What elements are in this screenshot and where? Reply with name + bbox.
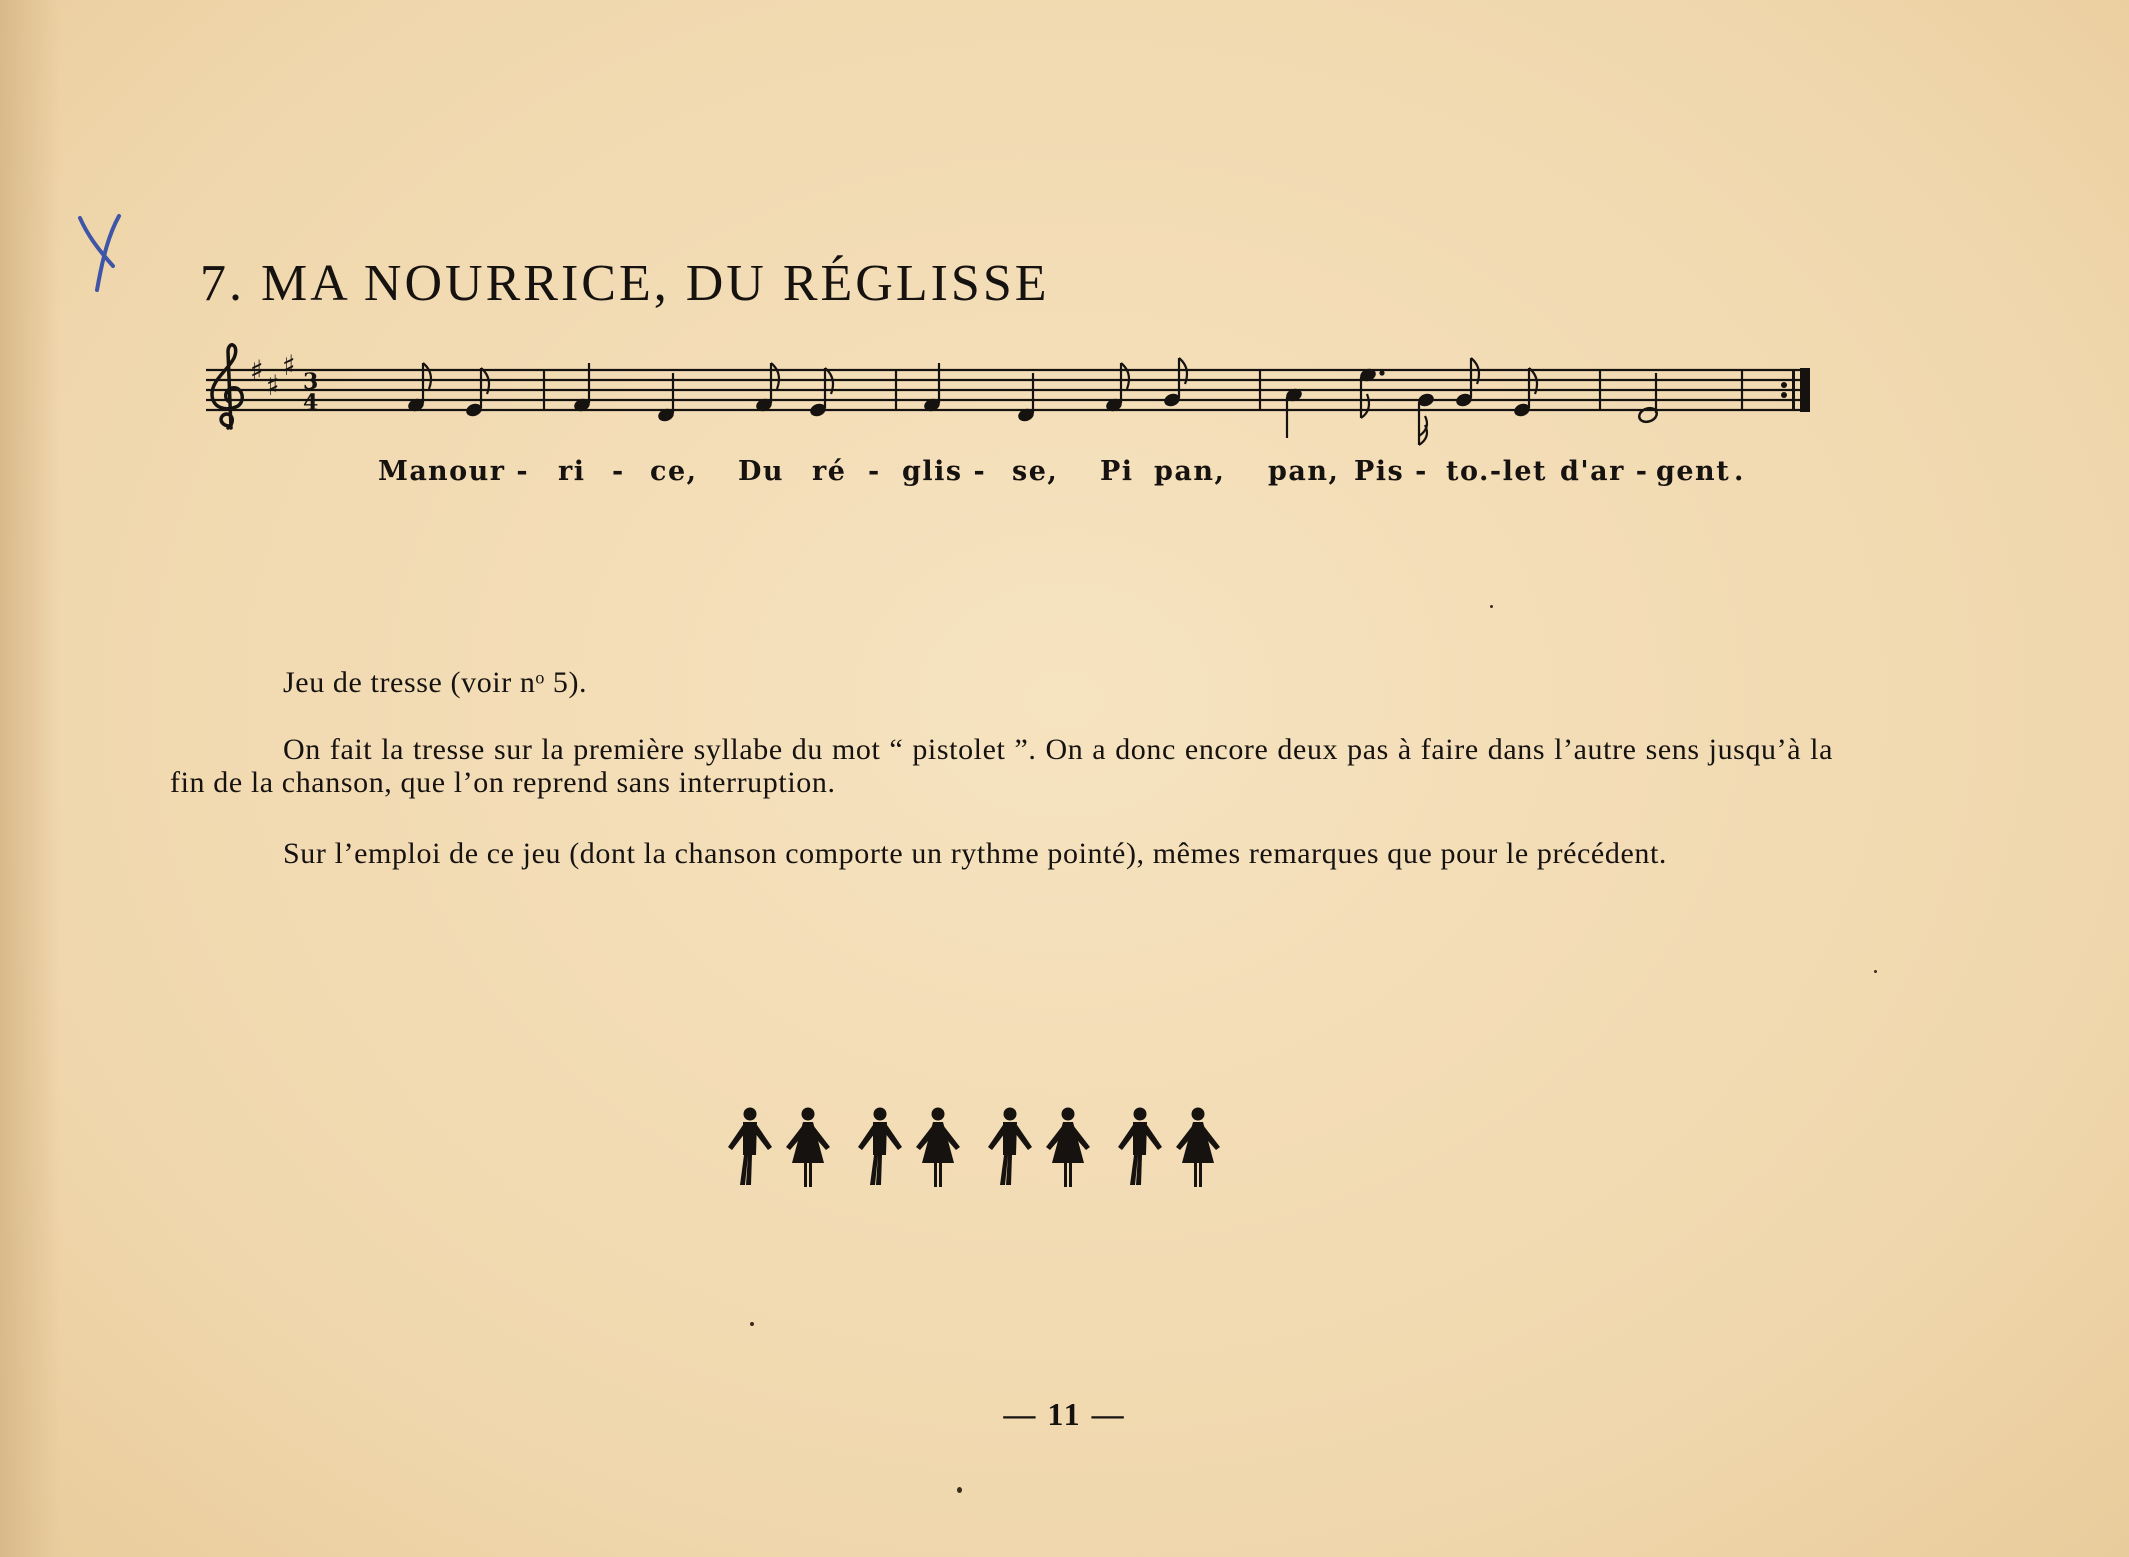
lyric-syllable: ré bbox=[812, 456, 847, 487]
treble-clef-icon bbox=[212, 345, 242, 428]
lyric-syllable: Pi bbox=[1100, 456, 1134, 487]
key-signature-sharps bbox=[250, 349, 296, 402]
paragraph-remarks: Sur l’emploi de ce jeu (dont la chanson comporte un rythme pointé), mêmes remarques que pour le précédent. bbox=[283, 837, 1667, 870]
lyric-syllable: se, bbox=[1012, 456, 1059, 487]
lyric-syllable: d'ar - bbox=[1560, 456, 1649, 487]
song-title: 7. MA NOURRICE, DU RÉGLISSE bbox=[200, 255, 1050, 312]
time-signature bbox=[303, 369, 318, 416]
lyric-syllable: ce, bbox=[650, 456, 698, 487]
paper-speck bbox=[1490, 605, 1493, 608]
lyric-syllable: glis - bbox=[902, 456, 987, 487]
svg-text:♯: ♯ bbox=[250, 354, 264, 387]
svg-text:♯: ♯ bbox=[282, 349, 296, 382]
page-number: — 11 — bbox=[1003, 1396, 1126, 1432]
paper-speck bbox=[750, 1322, 754, 1326]
paragraph-instructions: On fait la tresse sur la première syllabe du mot “ pistolet ”. On a donc encore deux pas à faire dans l’autre sens jusqu’à la fin de la chanson, que l’on reprend sans interruption. bbox=[170, 733, 1833, 799]
svg-text:3: 3 bbox=[303, 369, 319, 395]
paper-speck bbox=[1874, 970, 1877, 973]
paragraph-intro: Jeu de tresse (voir nᵒ 5). bbox=[283, 666, 588, 699]
lyric-syllable: Du bbox=[738, 456, 785, 487]
lyric-syllable: nour - bbox=[428, 456, 530, 487]
svg-text:♯: ♯ bbox=[266, 369, 280, 402]
svg-text:4: 4 bbox=[303, 390, 319, 416]
page-binding-shadow bbox=[0, 0, 60, 1557]
x-mark-icon bbox=[75, 212, 125, 294]
lyric-syllable: to.-let bbox=[1446, 456, 1548, 487]
lyric-syllable: gent bbox=[1656, 456, 1731, 487]
lyric-syllable: - bbox=[612, 456, 625, 487]
lyric-syllable: Ma bbox=[378, 456, 429, 487]
children-holding-hands-icon bbox=[722, 1103, 1232, 1193]
paper-speck bbox=[957, 1487, 962, 1493]
lyric-syllable: pan, bbox=[1154, 456, 1226, 487]
lyric-syllable: . bbox=[1734, 456, 1745, 487]
lyric-syllable: pan, bbox=[1268, 456, 1340, 487]
lyric-syllable: Pis - bbox=[1354, 456, 1428, 487]
lyric-syllable: - bbox=[868, 456, 881, 487]
music-staff bbox=[200, 330, 1840, 450]
lyric-syllable: ri bbox=[558, 456, 586, 487]
